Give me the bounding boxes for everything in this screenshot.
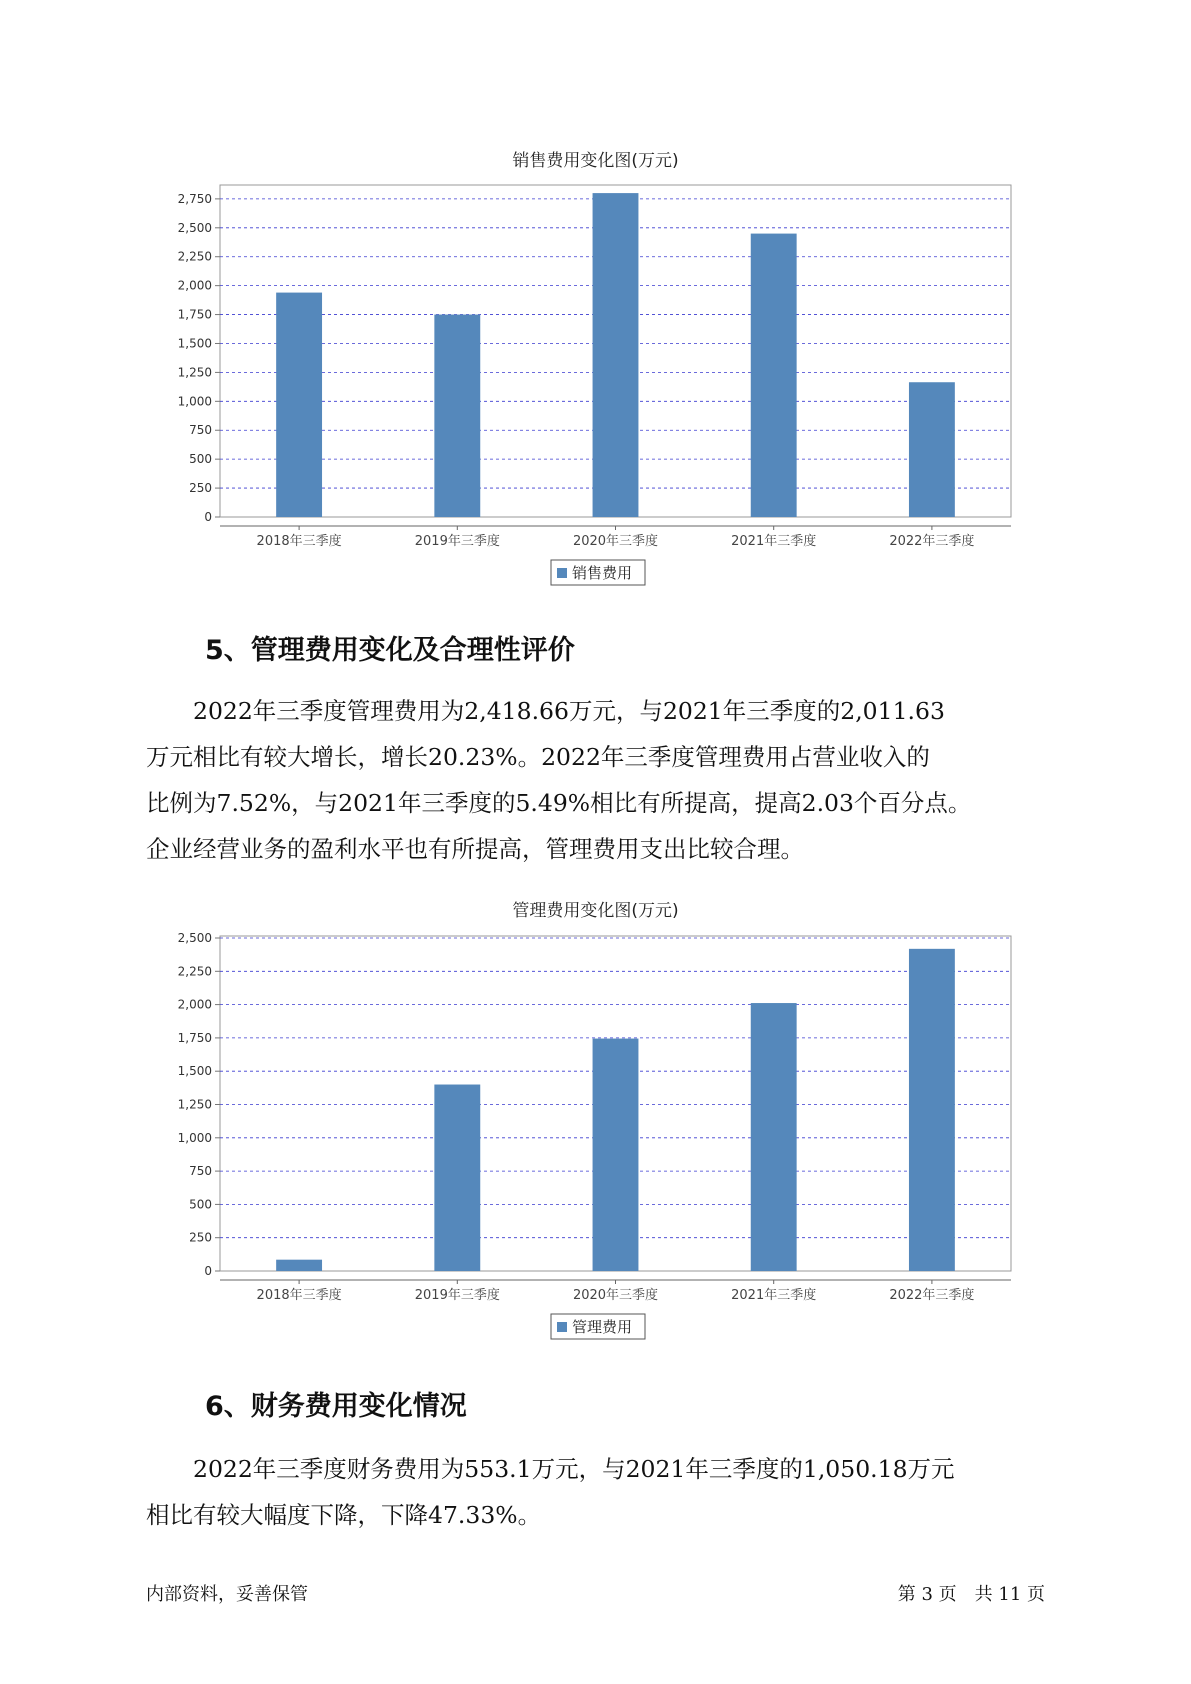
y-tick-label: 1,250: [177, 365, 212, 380]
y-tick-label: 2,750: [177, 191, 212, 206]
y-tick-label: 0: [204, 1264, 212, 1278]
footer-confidential-note: 内部资料，妥善保管: [146, 1584, 308, 1605]
y-tick-label: 1,250: [177, 1097, 212, 1112]
x-tick-label: 2021年三季度: [731, 534, 817, 549]
paragraph-line: 企业经营业务的盈利水平也有所提高，管理费用支出比较合理。: [146, 835, 804, 863]
section-heading: 6、财务费用变化情况: [205, 1391, 467, 1422]
x-tick-label: 2022年三季度: [889, 1288, 975, 1303]
x-tick-label: 2019年三季度: [414, 1288, 500, 1303]
y-tick-label: 500: [189, 452, 212, 467]
y-tick-label: 2,250: [177, 249, 212, 264]
x-tick-label: 2021年三季度: [731, 1288, 817, 1303]
y-tick-label: 750: [189, 1164, 212, 1179]
paragraph-line: 比例为7.52%，与2021年三季度的5.49%相比有所提高，提高2.03个百分点。: [146, 789, 972, 817]
chart-title: 管理费用变化图(万元): [512, 901, 679, 921]
y-tick-label: 500: [189, 1197, 212, 1212]
y-tick-label: 1,750: [177, 307, 212, 322]
y-tick-label: 2,250: [177, 964, 212, 979]
bar: [434, 1085, 480, 1271]
bar: [593, 1039, 639, 1271]
paragraph-line: 2022年三季度财务费用为553.1万元，与2021年三季度的1,050.18万元: [146, 1455, 955, 1483]
y-tick-label: 2,500: [177, 220, 212, 235]
y-tick-label: 250: [189, 1230, 212, 1245]
x-tick-label: 2020年三季度: [572, 534, 659, 549]
x-tick-label: 2020年三季度: [572, 1288, 659, 1303]
y-tick-label: 1,000: [177, 1130, 212, 1145]
y-tick-label: 2,000: [177, 278, 212, 293]
paragraph-line: 2022年三季度管理费用为2,418.66万元，与2021年三季度的2,011.63: [146, 697, 945, 725]
bar: [751, 1003, 797, 1271]
y-tick-label: 750: [189, 423, 212, 438]
x-tick-label: 2018年三季度: [256, 534, 342, 549]
paragraph-line: 相比有较大幅度下降，下降47.33%。: [146, 1501, 542, 1529]
y-tick-label: 250: [189, 481, 212, 496]
legend-label: 销售费用: [572, 564, 633, 582]
x-tick-label: 2018年三季度: [256, 1288, 342, 1303]
legend-label: 管理费用: [572, 1318, 633, 1336]
y-tick-label: 1,500: [177, 1064, 212, 1079]
y-tick-label: 1,500: [177, 336, 212, 351]
y-tick-label: 1,750: [177, 1030, 212, 1045]
x-tick-label: 2019年三季度: [414, 534, 500, 549]
y-tick-label: 0: [204, 510, 212, 524]
section-paragraph: [146, 1446, 1066, 1538]
y-tick-label: 2,000: [177, 997, 212, 1012]
y-tick-label: 2,500: [177, 930, 212, 945]
section-heading: 5、管理费用变化及合理性评价: [205, 635, 575, 666]
page-number: 第 3 页 共 11 页: [897, 1584, 1045, 1605]
bar: [276, 1260, 322, 1271]
bar: [909, 949, 955, 1271]
y-tick-label: 1,000: [177, 394, 212, 409]
legend-swatch: [557, 1322, 567, 1332]
paragraph-line: 万元相比有较大增长，增长20.23%。2022年三季度管理费用占营业收入的: [146, 743, 930, 771]
chart-title: 销售费用变化图(万元): [512, 151, 679, 171]
x-tick-label: 2022年三季度: [889, 534, 975, 549]
